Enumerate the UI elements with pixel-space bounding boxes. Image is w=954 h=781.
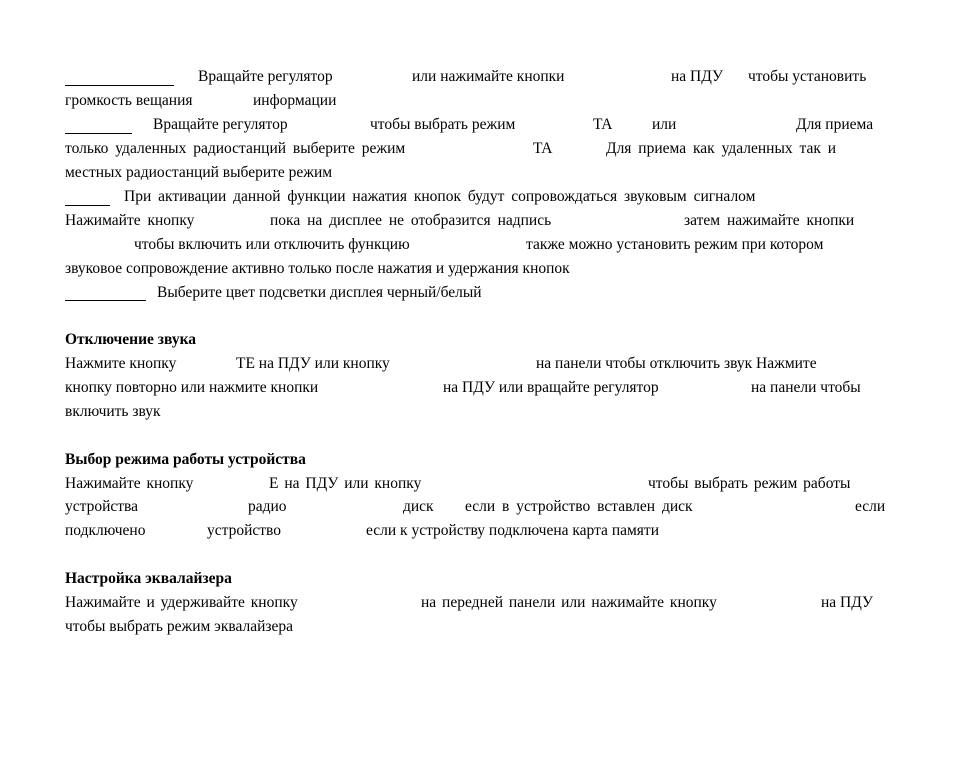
mode-text: если к устройству подключена карта памяти (366, 522, 659, 539)
mode-text: E на ПДУ или кнопку (269, 475, 422, 492)
mode-text: радио (248, 498, 287, 515)
ta-text: TA (533, 140, 553, 157)
mute-heading: Отключение звука (65, 331, 197, 348)
mode-text: устройство (207, 522, 282, 539)
mute-text: кнопку повторно или нажмите кнопки (65, 379, 319, 396)
mute-text: включить звук (65, 403, 161, 420)
eq-text: Нажимайте и удерживайте кнопку (65, 594, 298, 611)
mode-text: подключено (65, 522, 146, 539)
ta-text: TA (593, 116, 613, 133)
mode-text: Нажимайте кнопку (65, 475, 194, 492)
beep-text: пока на дисплее не отобразится надпись (270, 212, 552, 229)
mode-text: если (855, 498, 886, 515)
volume-underline (65, 85, 174, 86)
ta-text: или (652, 116, 677, 133)
mute-text: на ПДУ или вращайте регулятор (443, 379, 659, 396)
beep-text: Нажимайте кнопку (65, 212, 195, 229)
ta-underline (65, 133, 132, 134)
volume-text: на ПДУ (671, 68, 723, 85)
backlight-underline (65, 300, 146, 301)
mode-heading: Выбор режима работы устройства (65, 451, 306, 468)
ta-text: Для приема как удаленных так и (606, 140, 837, 157)
ta-text: чтобы выбрать режим (370, 116, 516, 133)
mode-text: если в устройство вставлен диск (465, 498, 693, 515)
mute-text: TE на ПДУ или кнопку (236, 355, 390, 372)
mute-text: Нажмите кнопку (65, 355, 177, 372)
ta-text: Для приема (796, 116, 874, 133)
ta-text: только удаленных радиостанций выберите режим (65, 140, 406, 157)
ta-text: местных радиостанций выберите режим (65, 164, 333, 181)
eq-text: на ПДУ (821, 594, 873, 611)
eq-text: чтобы выбрать режим эквалайзера (65, 618, 294, 635)
mode-text: чтобы выбрать режим работы (648, 475, 851, 492)
eq-heading: Настройка эквалайзера (65, 570, 232, 587)
volume-text: или нажимайте кнопки (412, 68, 565, 85)
eq-text: на передней панели или нажимайте кнопку (421, 594, 717, 611)
beep-text: звуковое сопровождение активно только после нажатия и удержания кнопок (65, 260, 570, 277)
beep-underline (65, 205, 110, 206)
beep-text: затем нажимайте кнопки (684, 212, 855, 229)
volume-text: информации (253, 92, 337, 109)
mute-text: на панели чтобы (751, 379, 861, 396)
beep-text: При активации данной функции нажатия кнопок будут сопровождаться звуковым сигналом (124, 188, 756, 205)
volume-text: Вращайте регулятор (198, 68, 333, 85)
mute-text: на панели чтобы отключить звук Нажмите (536, 355, 817, 372)
volume-text: чтобы установить (748, 68, 867, 85)
ta-text: Вращайте регулятор (153, 116, 288, 133)
mode-text: устройства (65, 498, 139, 515)
backlight-text: Выберите цвет подсветки дисплея черный/белый (157, 284, 482, 301)
volume-text: громкость вещания (65, 92, 193, 109)
mode-text: диск (403, 498, 434, 515)
beep-text: также можно установить режим при котором (526, 236, 824, 253)
beep-text: чтобы включить или отключить функцию (134, 236, 410, 253)
